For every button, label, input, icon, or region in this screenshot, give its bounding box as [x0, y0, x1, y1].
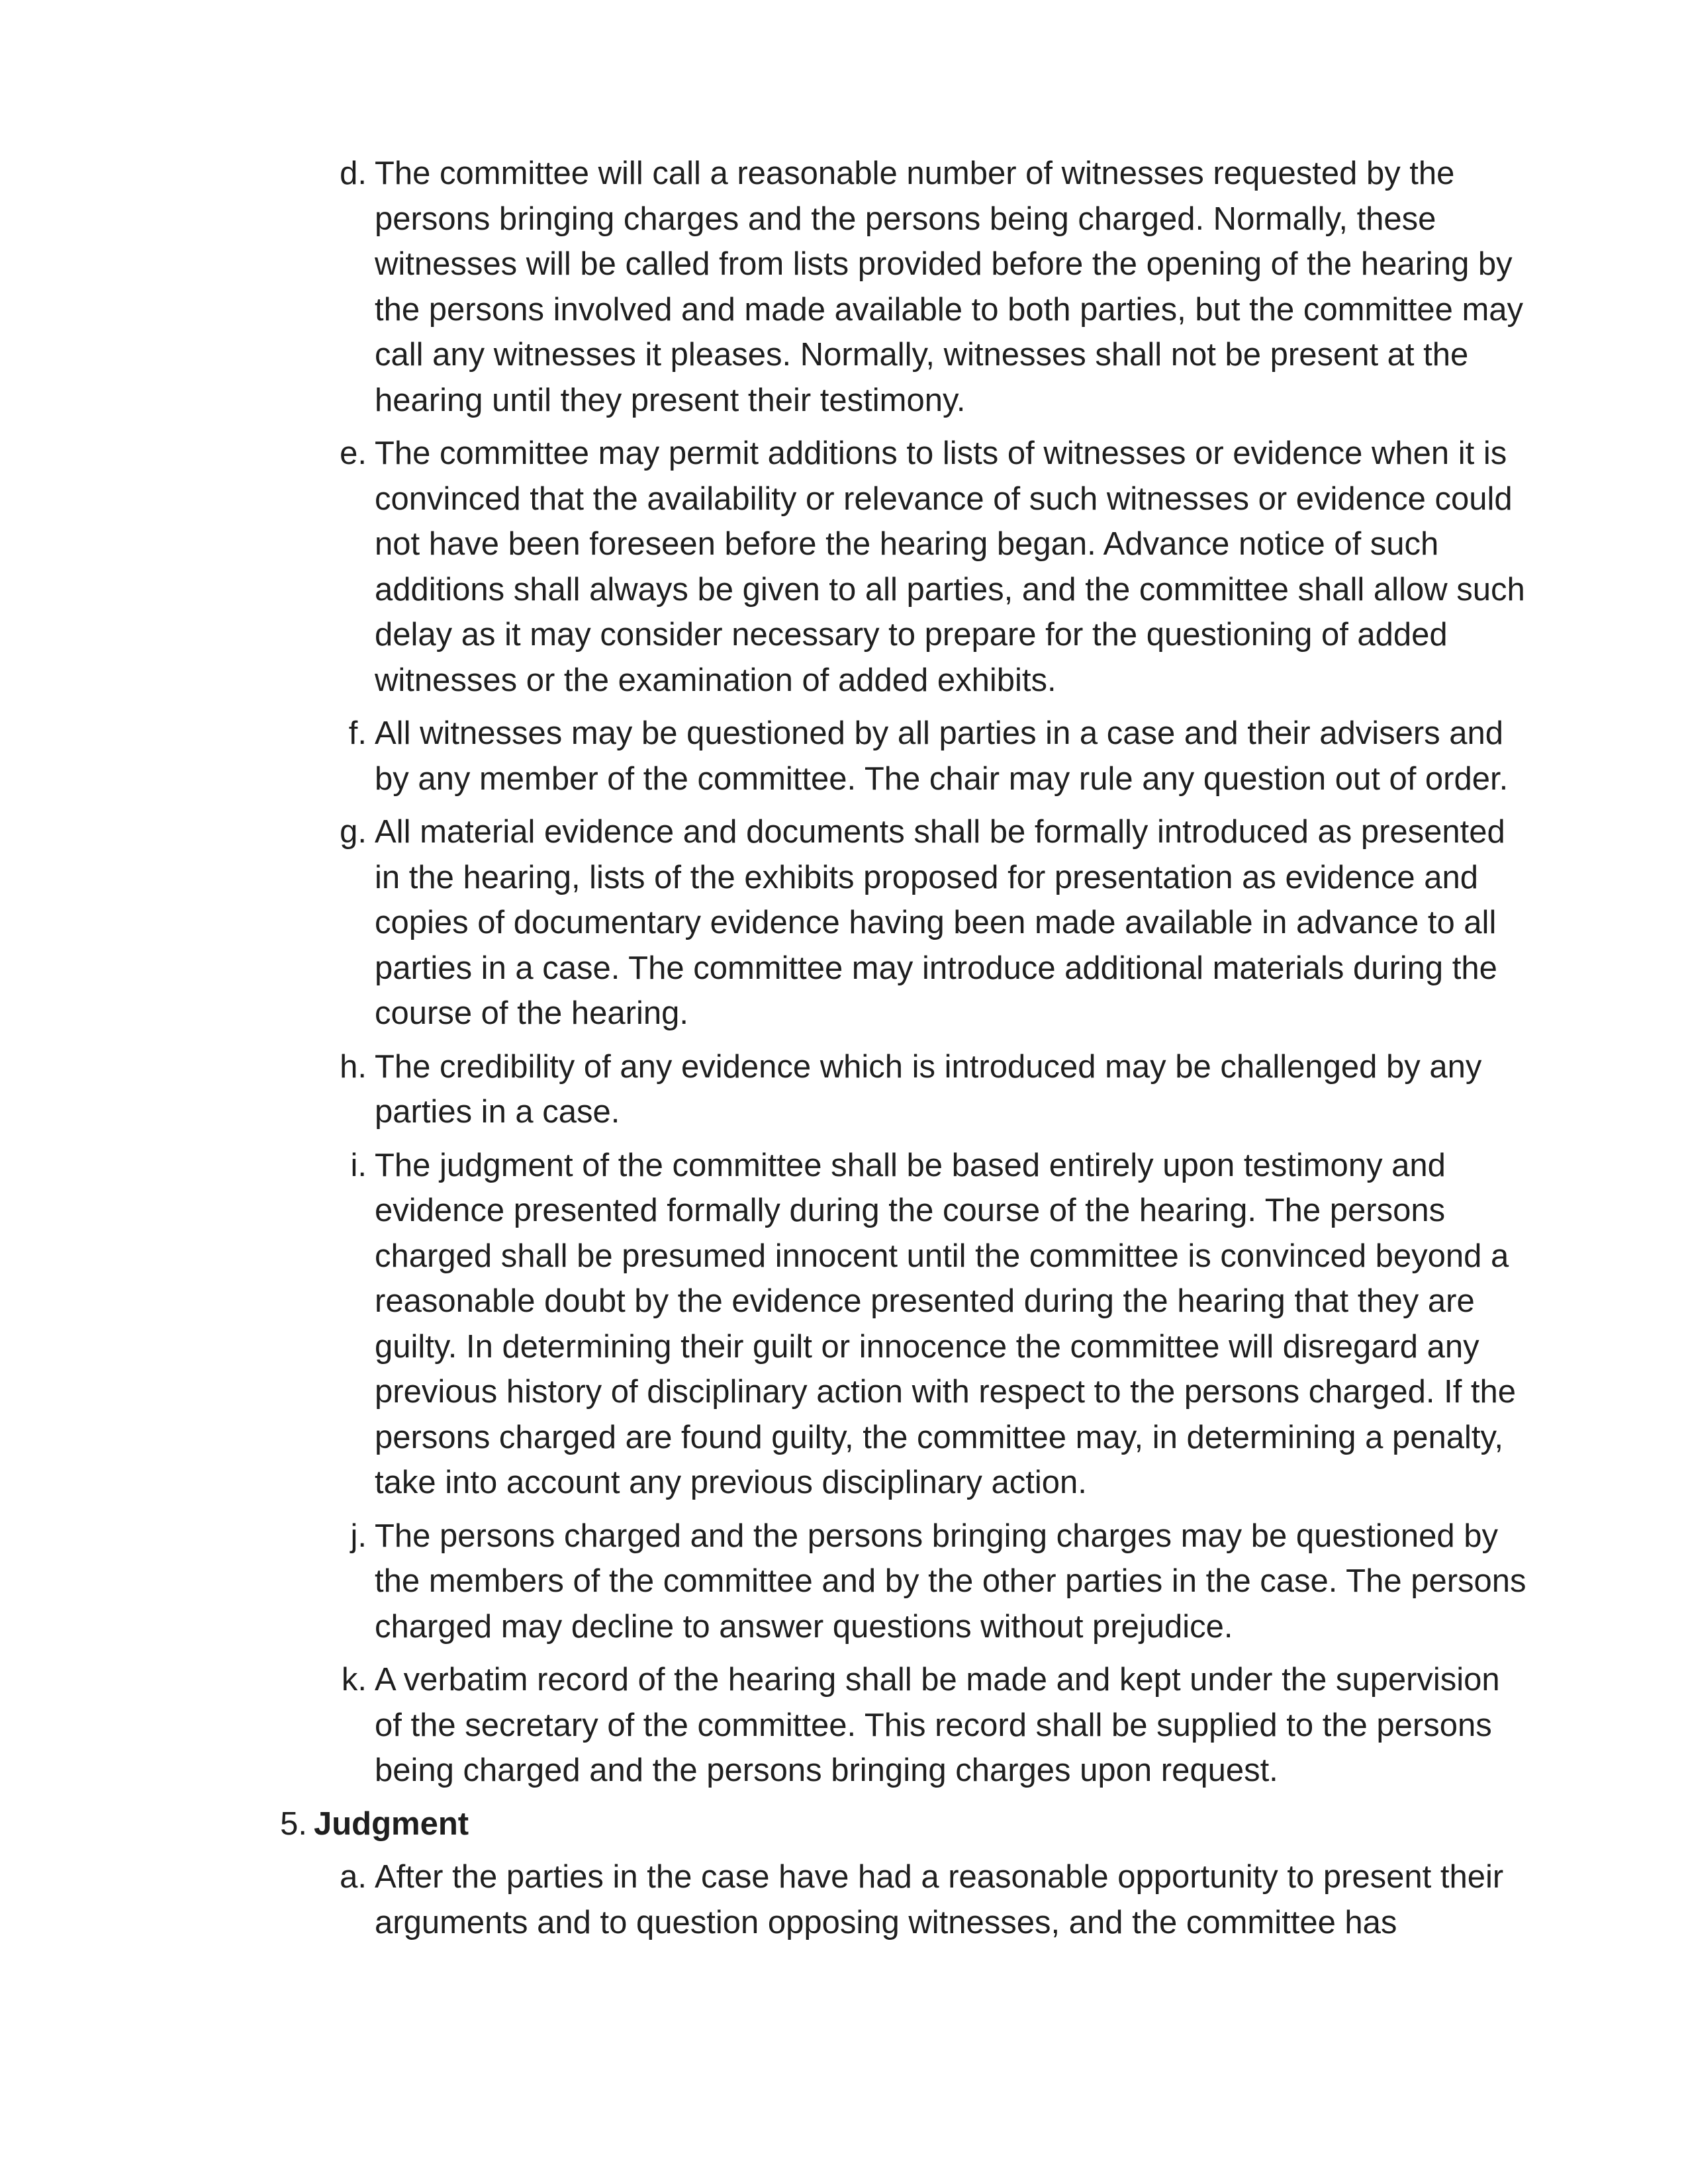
- list-marker: i.: [350, 1147, 367, 1183]
- section-marker: 5.: [280, 1805, 307, 1842]
- list-marker: d.: [340, 156, 367, 191]
- list-item-text: All material evidence and documents shall be formally introduced as presented in the hearing, lists of the exhibits proposed for presentation as evidence and copies of documentary evidence having been made available in advance to all parties in a case. The committee may introduce additional materials during the course of the hearing.: [375, 814, 1505, 1031]
- list-item-k: [0, 1657, 1526, 1794]
- list-marker: g.: [340, 814, 367, 850]
- list-item-text: A verbatim record of the hearing shall be made and kept under the supervision of the secretary of the committee. This record shall be supplied to the persons being charged and the persons bringing charges upon request.: [375, 1662, 1500, 1788]
- list-marker: j.: [350, 1518, 367, 1554]
- section-heading-judgment: [0, 1801, 1525, 1847]
- list-item-i: [0, 1143, 1526, 1506]
- list-marker: e.: [340, 435, 367, 471]
- list-item-text: The persons charged and the persons bringing charges may be questioned by the members of the committee and by the other parties in the case. The persons charged may decline to answer questions without prejudice.: [375, 1518, 1526, 1645]
- list-marker: a.: [340, 1859, 367, 1895]
- list-marker: f.: [348, 715, 367, 751]
- list-marker: h.: [340, 1048, 367, 1085]
- list-item-e: [0, 431, 1526, 703]
- list-marker: k.: [341, 1662, 367, 1698]
- section-title: Judgment: [314, 1805, 469, 1842]
- list-item-text: The committee will call a reasonable number of witnesses requested by the persons bringing charges and the persons being charged. Normally, these witnesses will be called from lists provided before the opening of the hearing by the persons involved and made available to both parties, but the committee may call any witnesses it pleases. Normally, witnesses shall not be present at the hearing until they present their testimony.: [375, 156, 1524, 418]
- list-item-text: All witnesses may be questioned by all parties in a case and their advisers and by any member of the committee. The chair may rule any question out of order.: [375, 715, 1509, 797]
- list-item-text: After the parties in the case have had a reasonable opportunity to present their arguments and to question opposing witnesses, and the committee has: [375, 1859, 1504, 1940]
- list-item-h: [0, 1044, 1526, 1135]
- list-item-text: The judgment of the committee shall be based entirely upon testimony and evidence presented formally during the course of the hearing. The persons charged shall be presumed innocent until the committee is convinced beyond a reasonable doubt by the evidence presented during the hearing that they are guilty. In determining their guilt or innocence the committee will disregard any previous history of disciplinary action with respect to the persons charged. If the persons charged are found guilty, the committee may, in determining a penalty, take into account any previous disciplinary action.: [375, 1147, 1517, 1500]
- list-item-j: [0, 1514, 1526, 1650]
- list-item-d: [0, 151, 1526, 423]
- list-item-f: [0, 711, 1526, 801]
- list-item-a: [0, 1854, 1526, 1945]
- list-item-g: [0, 809, 1526, 1036]
- list-item-text: The committee may permit additions to lists of witnesses or evidence when it is convinced that the availability or relevance of such witnesses or evidence could not have been foreseen before the hearing began. Advance notice of such additions shall always be given to all parties, and the committee shall allow such delay as it may consider necessary to prepare for the questioning of added witnesses or the examination of added exhibits.: [375, 435, 1525, 698]
- procedure-list: [0, 151, 1688, 1953]
- list-item-text: The credibility of any evidence which is introduced may be challenged by any parties in a case.: [375, 1048, 1482, 1130]
